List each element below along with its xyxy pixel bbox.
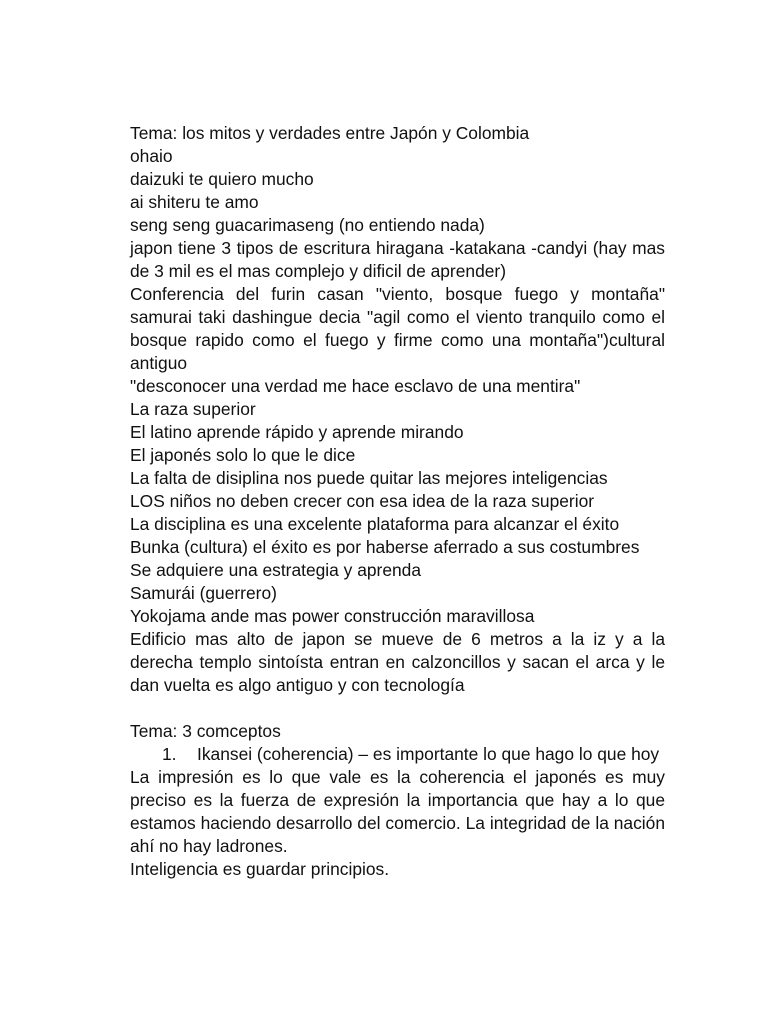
paragraph: Conferencia del furin casan "viento, bosque fuego y montaña" samurai taki dashingue decia "agil como el viento tranquilo como el bosque rapido como el fuego y firme como una montaña")cultural antiguo [130,284,665,373]
text-line: seng seng guacarimaseng (no entiendo nada) [130,215,485,235]
paragraph: japon tiene 3 tipos de escritura hiragana -katakana -candyi (hay mas de 3 mil es el mas complejo y dificil de aprender) [130,238,665,281]
text-line: ai shiteru te amo [130,192,259,212]
paragraph: Edificio mas alto de japon se mueve de 6 metros a la iz y a la derecha templo sintoísta entran en calzoncillos y sacan el arca y le dan vuelta es algo antiguo y con tecnología [130,629,665,695]
text-line: LOS niños no deben crecer con esa idea de la raza superior [130,491,595,511]
paragraph: La impresión es lo que vale es la coherencia el japonés es muy preciso es la fuerza de expresión la importancia que hay a lo que estamos haciendo desarrollo del comercio. La integridad de la nación ahí no hay ladrones. [130,767,665,856]
text-line: La falta de disiplina nos puede quitar las mejores inteligencias [130,468,608,488]
document-body [130,122,665,881]
text-line: Bunka (cultura) el éxito es por haberse aferrado a sus costumbres [130,537,640,557]
text-line: Samurái (guerrero) [130,583,277,603]
list-item [130,743,665,766]
text-line: La disciplina es una excelente plataforma para alcanzar el éxito [130,514,620,534]
list-number: 1. [162,744,177,764]
section-title: Tema: los mitos y verdades entre Japón y Colombia [130,123,530,143]
text-line: El latino aprende rápido y aprende mirando [130,422,464,442]
text-line: Inteligencia es guardar principios. [130,859,390,879]
text-line: daizuki te quiero mucho [130,169,314,189]
text-line: "desconocer una verdad me hace esclavo de una mentira" [130,376,581,396]
text-line: Se adquiere una estrategia y aprenda [130,560,422,580]
text-line: El japonés solo lo que le dice [130,445,356,465]
blank-line [130,697,665,720]
text-line: ohaio [130,146,173,166]
list-item-text: Ikansei (coherencia) – es importante lo que hago lo que hoy [197,744,660,764]
section-title: Tema: 3 comceptos [130,721,281,741]
text-line: La raza superior [130,399,256,419]
text-line: Yokojama ande mas power construcción maravillosa [130,606,535,626]
